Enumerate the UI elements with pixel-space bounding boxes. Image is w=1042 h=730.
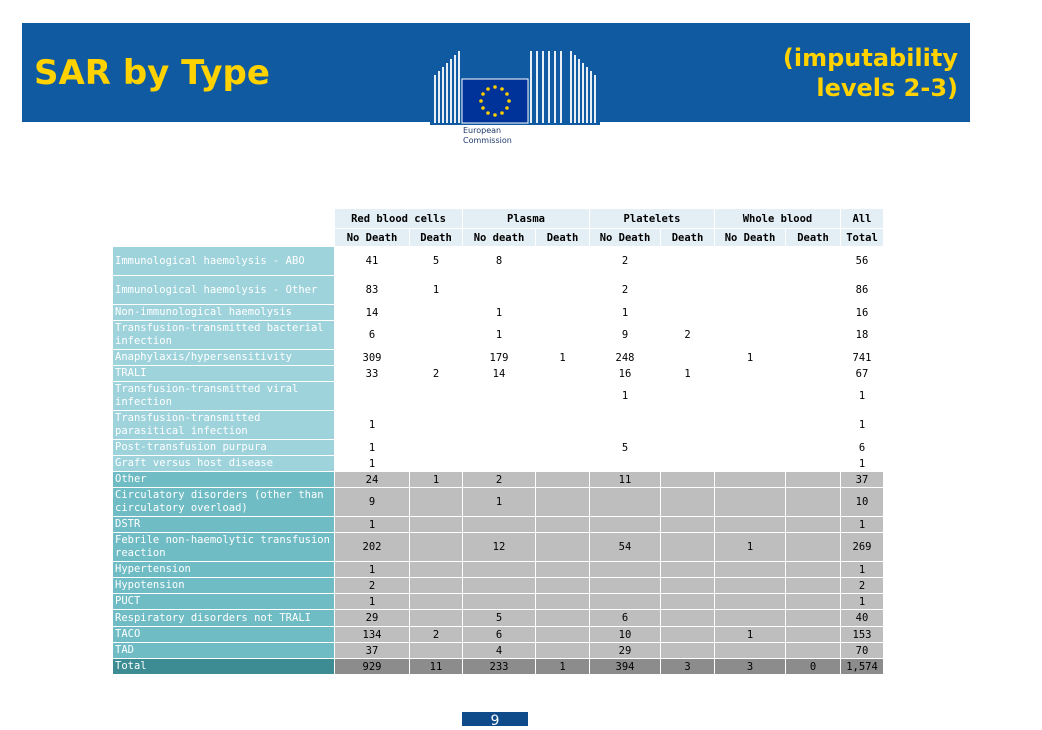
- table-cell: 1: [715, 350, 786, 366]
- table-cell: [661, 350, 715, 366]
- table-cell: [786, 562, 841, 578]
- table-cell: [410, 488, 463, 517]
- table-cell: [335, 382, 410, 411]
- table-cell: 202: [335, 533, 410, 562]
- table-cell: 309: [335, 350, 410, 366]
- subtitle-line-1: (imputability: [782, 44, 958, 72]
- table-cell: 56: [841, 247, 884, 276]
- table-row: [113, 276, 884, 305]
- table-cell: [410, 305, 463, 321]
- table-cell: 2: [661, 321, 715, 350]
- table-cell: [463, 382, 536, 411]
- row-label: Transfusion-transmitted bacterial infection: [113, 321, 335, 350]
- table-cell: 37: [335, 643, 410, 659]
- table-cell: 11: [410, 659, 463, 675]
- row-label: Post-transfusion purpura: [113, 440, 335, 456]
- table-cell: 1: [335, 562, 410, 578]
- logo-caption-line-2: Commission: [463, 136, 512, 145]
- table-cell: 1: [335, 411, 410, 440]
- table-cell: [661, 276, 715, 305]
- table-cell: 134: [335, 627, 410, 643]
- table-cell: 24: [335, 472, 410, 488]
- logo-caption-line-1: European: [463, 126, 502, 135]
- group-header-whole-blood: Whole blood: [715, 209, 841, 229]
- sub-header: No Death: [590, 229, 661, 247]
- table-row: [113, 517, 884, 533]
- table-cell: [536, 488, 590, 517]
- table-cell: [463, 456, 536, 472]
- table-cell: 1,574: [841, 659, 884, 675]
- table-cell: 394: [590, 659, 661, 675]
- table-cell: [463, 562, 536, 578]
- table-cell: [786, 321, 841, 350]
- table-cell: 1: [463, 488, 536, 517]
- table-cell: 6: [463, 627, 536, 643]
- table-cell: 41: [335, 247, 410, 276]
- row-label: TACO: [113, 627, 335, 643]
- table-cell: 5: [590, 440, 661, 456]
- table-cell: [715, 643, 786, 659]
- table-cell: [410, 440, 463, 456]
- table-cell: 10: [841, 488, 884, 517]
- corner-cell: [113, 209, 335, 229]
- table-cell: 1: [536, 350, 590, 366]
- sub-header: Death: [410, 229, 463, 247]
- table-cell: 2: [410, 366, 463, 382]
- table-row: [113, 305, 884, 321]
- row-label: Hypotension: [113, 578, 335, 594]
- row-label: PUCT: [113, 594, 335, 610]
- table-cell: 2: [463, 472, 536, 488]
- table-cell: [715, 562, 786, 578]
- row-label: Transfusion-transmitted viral infection: [113, 382, 335, 411]
- sub-header: No Death: [715, 229, 786, 247]
- table-cell: 5: [463, 610, 536, 627]
- table-cell: 3: [661, 659, 715, 675]
- sub-header: Total: [841, 229, 884, 247]
- table-cell: [715, 276, 786, 305]
- table-cell: 2: [590, 247, 661, 276]
- table-cell: 14: [335, 305, 410, 321]
- sar-table-body: [113, 247, 884, 675]
- table-cell: [786, 382, 841, 411]
- table-cell: 16: [841, 305, 884, 321]
- page-subtitle: [738, 43, 958, 103]
- table-cell: 1: [841, 382, 884, 411]
- table-cell: [410, 643, 463, 659]
- table-cell: [786, 456, 841, 472]
- table-cell: [590, 456, 661, 472]
- table-cell: 5: [410, 247, 463, 276]
- table-cell: 12: [463, 533, 536, 562]
- table-cell: [463, 276, 536, 305]
- table-cell: [786, 305, 841, 321]
- table-cell: [536, 627, 590, 643]
- table-cell: [786, 517, 841, 533]
- table-cell: [536, 472, 590, 488]
- sub-header: Death: [661, 229, 715, 247]
- table-cell: [590, 562, 661, 578]
- table-cell: [463, 517, 536, 533]
- table-cell: 2: [841, 578, 884, 594]
- row-label: Anaphylaxis/hypersensitivity: [113, 350, 335, 366]
- table-cell: [463, 594, 536, 610]
- table-cell: 153: [841, 627, 884, 643]
- sar-table: [112, 208, 884, 675]
- table-row: [113, 440, 884, 456]
- table-cell: [536, 517, 590, 533]
- table-row: [113, 594, 884, 610]
- row-label: Non-immunological haemolysis: [113, 305, 335, 321]
- table-cell: 1: [590, 305, 661, 321]
- table-row: [113, 472, 884, 488]
- table-cell: [536, 578, 590, 594]
- table-cell: [661, 456, 715, 472]
- table-cell: [715, 305, 786, 321]
- table-row: [113, 456, 884, 472]
- table-cell: [410, 562, 463, 578]
- table-cell: [536, 247, 590, 276]
- row-label: Transfusion-transmitted parasitical infection: [113, 411, 335, 440]
- table-cell: 1: [410, 472, 463, 488]
- table-cell: [410, 594, 463, 610]
- table-cell: [715, 366, 786, 382]
- table-cell: [715, 411, 786, 440]
- table-row: [113, 627, 884, 643]
- table-cell: [715, 578, 786, 594]
- sub-header: No Death: [335, 229, 410, 247]
- page-title: SAR by Type: [34, 53, 270, 93]
- table-cell: [661, 627, 715, 643]
- table-cell: [661, 411, 715, 440]
- table-cell: 1: [841, 411, 884, 440]
- table-cell: [786, 247, 841, 276]
- table-row: [113, 533, 884, 562]
- table-cell: [410, 350, 463, 366]
- table-cell: [661, 472, 715, 488]
- table-cell: 269: [841, 533, 884, 562]
- table-cell: [786, 366, 841, 382]
- table-cell: [661, 643, 715, 659]
- table-cell: [715, 440, 786, 456]
- table-cell: [715, 321, 786, 350]
- table-cell: [786, 610, 841, 627]
- table-cell: [661, 517, 715, 533]
- table-row: [113, 247, 884, 276]
- table-cell: [715, 247, 786, 276]
- table-cell: [590, 594, 661, 610]
- row-label: Total: [113, 659, 335, 675]
- table-cell: 67: [841, 366, 884, 382]
- table-cell: 2: [410, 627, 463, 643]
- table-cell: 10: [590, 627, 661, 643]
- table-cell: [463, 411, 536, 440]
- table-cell: 11: [590, 472, 661, 488]
- table-cell: [786, 276, 841, 305]
- table-cell: [786, 594, 841, 610]
- table-cell: [786, 440, 841, 456]
- table-cell: 233: [463, 659, 536, 675]
- table-cell: [715, 488, 786, 517]
- row-label: TAD: [113, 643, 335, 659]
- table-row: [113, 321, 884, 350]
- table-cell: 33: [335, 366, 410, 382]
- table-cell: [661, 488, 715, 517]
- table-cell: 1: [841, 456, 884, 472]
- table-cell: 16: [590, 366, 661, 382]
- table-cell: 4: [463, 643, 536, 659]
- table-cell: [661, 578, 715, 594]
- table-cell: [463, 578, 536, 594]
- table-cell: [661, 247, 715, 276]
- table-cell: 29: [335, 610, 410, 627]
- table-cell: [536, 610, 590, 627]
- logo-caption: [463, 126, 512, 146]
- table-cell: [536, 366, 590, 382]
- table-row: [113, 350, 884, 366]
- table-cell: [536, 562, 590, 578]
- table-cell: [786, 627, 841, 643]
- table-cell: 179: [463, 350, 536, 366]
- row-label: Graft versus host disease: [113, 456, 335, 472]
- table-cell: 1: [536, 659, 590, 675]
- table-cell: [410, 610, 463, 627]
- table-cell: [715, 456, 786, 472]
- table-row: [113, 562, 884, 578]
- table-cell: [463, 440, 536, 456]
- table-cell: [410, 411, 463, 440]
- table-cell: 18: [841, 321, 884, 350]
- table-cell: 1: [715, 627, 786, 643]
- group-header-all: All: [841, 209, 884, 229]
- subtitle-line-2: levels 2-3): [816, 74, 958, 102]
- group-header-red-blood-cells: Red blood cells: [335, 209, 463, 229]
- table-cell: [786, 533, 841, 562]
- table-cell: [786, 411, 841, 440]
- table-row: [113, 610, 884, 627]
- group-header-plasma: Plasma: [463, 209, 590, 229]
- page-number: 9: [462, 712, 528, 726]
- table-cell: [590, 517, 661, 533]
- table-cell: [410, 578, 463, 594]
- table-cell: [536, 276, 590, 305]
- sub-header: Death: [536, 229, 590, 247]
- corner-cell: [113, 229, 335, 247]
- table-cell: 1: [715, 533, 786, 562]
- group-header-row: [113, 209, 884, 229]
- table-cell: 1: [463, 305, 536, 321]
- table-cell: 1: [661, 366, 715, 382]
- table-cell: 86: [841, 276, 884, 305]
- table-cell: [786, 643, 841, 659]
- table-cell: [715, 610, 786, 627]
- table-cell: [661, 440, 715, 456]
- table-cell: 40: [841, 610, 884, 627]
- row-label: Immunological haemolysis - Other: [113, 276, 335, 305]
- table-cell: 6: [590, 610, 661, 627]
- table-cell: 2: [335, 578, 410, 594]
- row-label: Hypertension: [113, 562, 335, 578]
- table-cell: [786, 472, 841, 488]
- table-cell: [410, 382, 463, 411]
- table-cell: [536, 643, 590, 659]
- table-cell: 0: [786, 659, 841, 675]
- table-cell: 1: [841, 517, 884, 533]
- table-cell: 248: [590, 350, 661, 366]
- table-cell: 14: [463, 366, 536, 382]
- table-cell: [661, 305, 715, 321]
- table-cell: [536, 456, 590, 472]
- table-cell: [715, 517, 786, 533]
- table-cell: [536, 440, 590, 456]
- table-row: [113, 578, 884, 594]
- table-cell: 929: [335, 659, 410, 675]
- table-cell: [410, 456, 463, 472]
- table-cell: [661, 382, 715, 411]
- table-cell: 1: [463, 321, 536, 350]
- table-cell: [536, 382, 590, 411]
- table-cell: 6: [335, 321, 410, 350]
- table-cell: [536, 594, 590, 610]
- table-cell: 1: [590, 382, 661, 411]
- table-cell: 741: [841, 350, 884, 366]
- table-cell: [661, 533, 715, 562]
- row-label: Febrile non-haemolytic transfusion reaction: [113, 533, 335, 562]
- table-cell: [661, 610, 715, 627]
- table-row: [113, 366, 884, 382]
- table-cell: [715, 594, 786, 610]
- european-commission-logo: [430, 45, 600, 153]
- row-label: Circulatory disorders (other than circulatory overload): [113, 488, 335, 517]
- table-cell: 1: [335, 440, 410, 456]
- row-label: Respiratory disorders not TRALI: [113, 610, 335, 627]
- total-row: [113, 659, 884, 675]
- table-cell: [786, 350, 841, 366]
- group-header-platelets: Platelets: [590, 209, 715, 229]
- row-label: DSTR: [113, 517, 335, 533]
- row-label: Other: [113, 472, 335, 488]
- sub-header: No death: [463, 229, 536, 247]
- row-label: TRALI: [113, 366, 335, 382]
- table-cell: 9: [335, 488, 410, 517]
- table-cell: [536, 533, 590, 562]
- sub-header-row: [113, 229, 884, 247]
- table-cell: 29: [590, 643, 661, 659]
- table-cell: 54: [590, 533, 661, 562]
- table-cell: [536, 321, 590, 350]
- table-cell: 3: [715, 659, 786, 675]
- table-row: [113, 643, 884, 659]
- table-cell: [786, 488, 841, 517]
- table-cell: [410, 517, 463, 533]
- table-cell: 37: [841, 472, 884, 488]
- table-cell: 1: [841, 562, 884, 578]
- table-row: [113, 382, 884, 411]
- table-cell: [536, 305, 590, 321]
- table-cell: [715, 382, 786, 411]
- table-cell: [590, 411, 661, 440]
- sub-header: Death: [786, 229, 841, 247]
- table-cell: [536, 411, 590, 440]
- table-cell: [661, 562, 715, 578]
- table-cell: [590, 578, 661, 594]
- table-row: [113, 411, 884, 440]
- table-cell: 9: [590, 321, 661, 350]
- row-label: Immunological haemolysis - ABO: [113, 247, 335, 276]
- table-cell: 8: [463, 247, 536, 276]
- table-cell: [410, 321, 463, 350]
- table-cell: 83: [335, 276, 410, 305]
- table-cell: 2: [590, 276, 661, 305]
- table-cell: [715, 472, 786, 488]
- table-cell: 1: [335, 517, 410, 533]
- table-cell: [786, 578, 841, 594]
- table-cell: 1: [335, 456, 410, 472]
- table-cell: [410, 533, 463, 562]
- table-cell: [661, 594, 715, 610]
- table-cell: 6: [841, 440, 884, 456]
- table-cell: 1: [410, 276, 463, 305]
- table-cell: 70: [841, 643, 884, 659]
- table-cell: 1: [841, 594, 884, 610]
- table-row: [113, 488, 884, 517]
- table-cell: 1: [335, 594, 410, 610]
- table-cell: [590, 488, 661, 517]
